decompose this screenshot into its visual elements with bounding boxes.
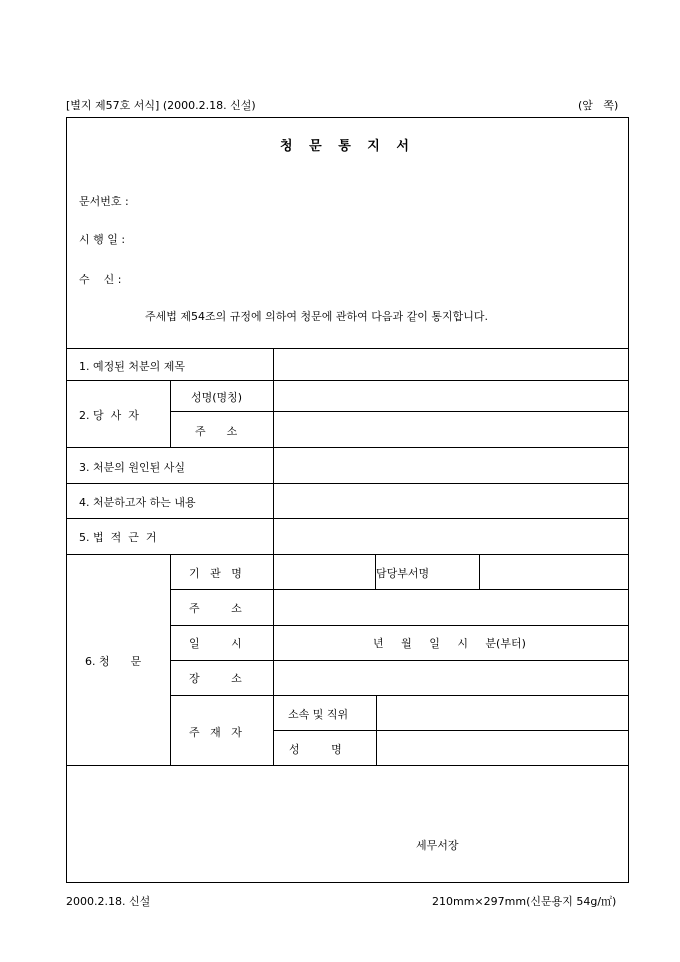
divider [67, 765, 628, 766]
row-legal-basis: 5. 법 적 근 거 [79, 531, 157, 544]
divider [67, 447, 628, 448]
doc-number-label: 문서번호 : [79, 195, 129, 208]
officer-name-label: 성 명 [289, 743, 342, 756]
divider [170, 589, 628, 590]
row-party: 2. 당 사 자 [79, 409, 139, 422]
hearing-place-label: 장 소 [189, 672, 242, 685]
officer-affiliation-label: 소속 및 직위 [288, 708, 349, 721]
divider [170, 660, 628, 661]
divider [170, 625, 628, 626]
divider [479, 554, 480, 589]
party-name-label: 성명(명칭) [191, 391, 243, 404]
divider [170, 695, 628, 696]
divider [170, 411, 628, 412]
row-cause-facts: 3. 처분의 원인된 사실 [79, 461, 185, 474]
tax-office-signature: 세무서장 [416, 839, 459, 852]
divider [170, 554, 171, 765]
divider [273, 730, 628, 731]
paper-spec-note: 210mm×297mm(신문용지 54g/㎡) [432, 895, 617, 908]
divider [376, 695, 377, 765]
agency-name-label: 기 관 명 [189, 567, 242, 580]
divider [67, 518, 628, 519]
divider [67, 348, 628, 349]
party-address-label: 주 소 [195, 425, 238, 438]
divider [170, 380, 171, 447]
divider [67, 380, 628, 381]
issue-date-label: 시 행 일 : [79, 233, 126, 246]
form-number-note: [별지 제57호 서식] (2000.2.18. 신설) [66, 99, 256, 112]
notice-form [66, 117, 629, 883]
presiding-officer-label: 주 재 자 [189, 726, 242, 739]
divider [273, 348, 274, 765]
intro-sentence: 주세법 제54조의 규정에 의하여 청문에 관하여 다음과 같이 통지합니다. [145, 310, 488, 323]
row-disposition-content: 4. 처분하고자 하는 내용 [79, 496, 196, 509]
divider [67, 554, 628, 555]
row-hearing: 6. 청 문 [85, 655, 142, 668]
page-side-label: (앞 쪽) [578, 99, 619, 112]
hearing-datetime-value: 년 월 일 시 분(부터) [373, 637, 526, 650]
recipient-label: 수 신 : [79, 273, 122, 286]
row-disposition-title: 1. 예정된 처분의 제목 [79, 360, 185, 373]
hearing-address-label: 주 소 [189, 602, 242, 615]
footer-revision-note: 2000.2.18. 신설 [66, 895, 151, 908]
form-title: 청 문 통 지 서 [280, 139, 415, 154]
divider [67, 483, 628, 484]
hearing-datetime-label: 일 시 [189, 637, 242, 650]
department-label: 담당부서명 [376, 567, 430, 580]
